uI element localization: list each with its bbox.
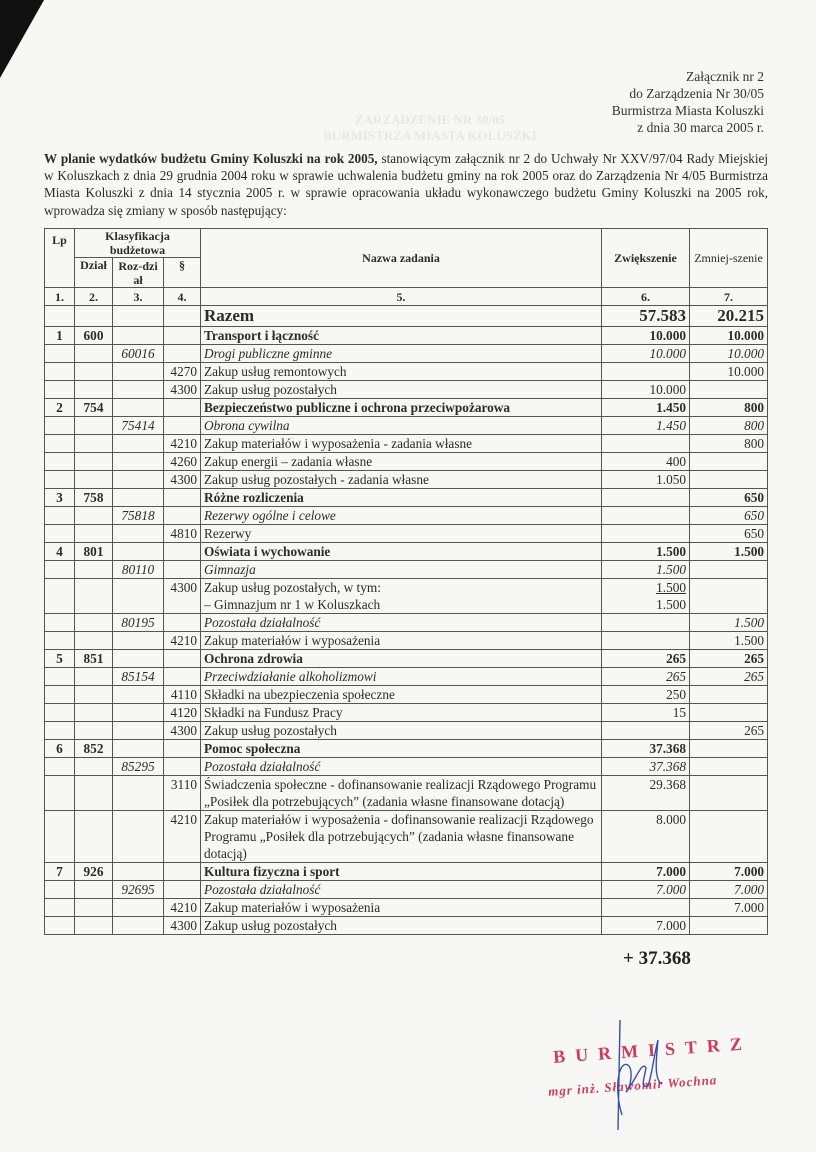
cell-decrease: 650 (690, 507, 768, 525)
cell-dzial: 852 (75, 740, 113, 758)
col-number: 7. (690, 288, 768, 306)
cell-task-name: Pozostała działalność (201, 881, 602, 899)
cell-task-name: Pozostała działalność (201, 614, 602, 632)
table-row-item (45, 686, 768, 704)
cell-decrease (690, 740, 768, 758)
cell-dzial: 926 (75, 863, 113, 881)
cell-lp (45, 776, 75, 811)
cell-rozdzial (113, 363, 164, 381)
cell-decrease (690, 579, 768, 614)
cell-lp (45, 917, 75, 935)
total-increase: 57.583 (602, 306, 690, 327)
bleed-through-text (300, 112, 560, 144)
cell-paragraph (164, 489, 201, 507)
cell-task-name: Zakup usług pozostałych (201, 381, 602, 399)
cell-lp (45, 704, 75, 722)
table-row-section (45, 327, 768, 345)
cell-rozdzial: 80195 (113, 614, 164, 632)
cell-paragraph (164, 650, 201, 668)
cell-dzial (75, 417, 113, 435)
cell-task-name: Transport i łączność (201, 327, 602, 345)
table-row-item (45, 453, 768, 471)
table-row-sub (45, 668, 768, 686)
signature-icon (600, 1020, 670, 1130)
task-name-subline: – Gimnazjum nr 1 w Koluszkach (204, 597, 381, 612)
table-row-item (45, 363, 768, 381)
cell-dzial (75, 881, 113, 899)
table-row-item (45, 435, 768, 453)
cell-task-name: Zakup materiałów i wyposażenia (201, 632, 602, 650)
cell-dzial (75, 811, 113, 863)
cell-dzial (75, 525, 113, 543)
cell-increase (602, 363, 690, 381)
table-row-wrap (45, 811, 768, 863)
cell-decrease: 265 (690, 722, 768, 740)
cell-task-name: Gimnazja (201, 561, 602, 579)
intro-paragraph (44, 150, 768, 219)
mayor-stamp-title: BURMISTRZ (552, 1033, 753, 1067)
cell-increase: 1.500 (602, 543, 690, 561)
cell-dzial: 851 (75, 650, 113, 668)
cell-paragraph: 4300 (164, 579, 201, 614)
cell-rozdzial (113, 776, 164, 811)
cell-increase: 1.500 (602, 561, 690, 579)
cell-paragraph: 4300 (164, 381, 201, 399)
cell-dzial (75, 899, 113, 917)
cell-lp (45, 881, 75, 899)
budget-changes-table (44, 228, 768, 935)
table-row-sub (45, 758, 768, 776)
cell-decrease: 650 (690, 525, 768, 543)
cell-decrease (690, 917, 768, 935)
cell-decrease: 1.500 (690, 614, 768, 632)
cell-decrease (690, 686, 768, 704)
table-row-sub (45, 507, 768, 525)
cell-dzial (75, 632, 113, 650)
col-number: 1. (45, 288, 75, 306)
cell-increase: 7.000 (602, 881, 690, 899)
col-number: 5. (201, 288, 602, 306)
cell-task-name: Zakup usług pozostałych (201, 722, 602, 740)
header-task-name: Nazwa zadania (201, 229, 602, 288)
cell-rozdzial: 85154 (113, 668, 164, 686)
cell-rozdzial (113, 899, 164, 917)
cell-paragraph (164, 345, 201, 363)
cell-rozdzial (113, 525, 164, 543)
cell-decrease (690, 758, 768, 776)
cell-increase: 10.000 (602, 381, 690, 399)
cell-paragraph: 3110 (164, 776, 201, 811)
table-row-section (45, 543, 768, 561)
cell-task-name: Rezerwy ogólne i celowe (201, 507, 602, 525)
cell-paragraph: 4810 (164, 525, 201, 543)
cell-dzial (75, 758, 113, 776)
cell-paragraph: 4210 (164, 811, 201, 863)
table-row-sub (45, 345, 768, 363)
cell-lp: 7 (45, 863, 75, 881)
cell-lp (45, 507, 75, 525)
cell-dzial (75, 722, 113, 740)
cell-task-name: Różne rozliczenia (201, 489, 602, 507)
cell-task-name: Zakup usług remontowych (201, 363, 602, 381)
cell-rozdzial (113, 381, 164, 399)
cell-paragraph (164, 614, 201, 632)
attachment-number: Załącznik nr 2 (686, 69, 764, 84)
cell-paragraph: 4210 (164, 632, 201, 650)
cell-increase (602, 899, 690, 917)
cell-increase (602, 489, 690, 507)
total-row (45, 306, 768, 327)
cell-task-name: Przeciwdziałanie alkoholizmowi (201, 668, 602, 686)
attachment-issuer: Burmistrza Miasta Koluszki (611, 103, 764, 118)
header-lp: Lp (45, 229, 75, 288)
cell-dzial (75, 917, 113, 935)
cell-increase: 1.050 (602, 471, 690, 489)
intro-bold-lead: W planie wydatków budżetu Gminy Koluszki na rok 2005, (44, 151, 378, 166)
table-row-item (45, 899, 768, 917)
cell-decrease (690, 453, 768, 471)
cell-rozdzial: 80110 (113, 561, 164, 579)
cell-increase (602, 722, 690, 740)
cell-increase (602, 579, 690, 614)
cell-task-name (201, 579, 602, 614)
cell-task-name: Składki na Fundusz Pracy (201, 704, 602, 722)
scan-corner-shadow (0, 0, 44, 78)
cell-increase: 37.368 (602, 740, 690, 758)
cell-dzial (75, 686, 113, 704)
cell-increase: 7.000 (602, 863, 690, 881)
cell-decrease: 1.500 (690, 543, 768, 561)
cell-rozdzial (113, 489, 164, 507)
cell-lp (45, 758, 75, 776)
cell-lp (45, 668, 75, 686)
cell-rozdzial (113, 740, 164, 758)
table-row-section (45, 740, 768, 758)
cell-paragraph: 4300 (164, 917, 201, 935)
cell-lp (45, 453, 75, 471)
cell-decrease: 800 (690, 435, 768, 453)
cell-paragraph (164, 561, 201, 579)
cell-dzial (75, 453, 113, 471)
cell-rozdzial (113, 704, 164, 722)
header-classification: Klasyfikacja budżetowa (75, 229, 201, 258)
cell-task-name: Zakup usług pozostałych (201, 917, 602, 935)
cell-dzial: 754 (75, 399, 113, 417)
cell-decrease: 10.000 (690, 345, 768, 363)
cell-decrease: 7.000 (690, 899, 768, 917)
cell-paragraph: 4110 (164, 686, 201, 704)
cell-rozdzial (113, 722, 164, 740)
table-row-sub (45, 614, 768, 632)
cell-lp (45, 722, 75, 740)
cell-decrease: 7.000 (690, 881, 768, 899)
table-row-section (45, 489, 768, 507)
cell-paragraph: 4120 (164, 704, 201, 722)
cell-paragraph (164, 417, 201, 435)
cell-dzial (75, 776, 113, 811)
table-row-section (45, 863, 768, 881)
cell-decrease (690, 811, 768, 863)
table-row-section (45, 399, 768, 417)
cell-lp (45, 561, 75, 579)
cell-rozdzial (113, 453, 164, 471)
cell-decrease (690, 776, 768, 811)
bleed-through-line: ZARZĄDZENIE NR 30/05 (354, 112, 506, 127)
table-row-sub (45, 417, 768, 435)
cell-rozdzial (113, 471, 164, 489)
table-row-item (45, 722, 768, 740)
cell-paragraph: 4270 (164, 363, 201, 381)
table-row-item (45, 704, 768, 722)
table-row-item2 (45, 579, 768, 614)
cell-decrease: 10.000 (690, 327, 768, 345)
table-row-section (45, 650, 768, 668)
cell-dzial (75, 345, 113, 363)
cell-lp (45, 614, 75, 632)
table-row-item (45, 471, 768, 489)
col-number: 4. (164, 288, 201, 306)
cell-increase: 400 (602, 453, 690, 471)
cell-rozdzial: 92695 (113, 881, 164, 899)
cell-dzial (75, 668, 113, 686)
cell-dzial (75, 579, 113, 614)
cell-paragraph (164, 543, 201, 561)
increase-subvalue: 1.500 (656, 597, 687, 612)
cell-increase (602, 525, 690, 543)
cell-lp: 1 (45, 327, 75, 345)
cell-task-name: Zakup usług pozostałych - zadania własne (201, 471, 602, 489)
cell-increase: 15 (602, 704, 690, 722)
intro-body: stanowiącym załącznik nr 2 do Uchwały Nr XXV/97/04 Rady Miejskiej w Koluszkach z dnia 29 grudnia 2004 roku w sprawie uchwalenia budżetu gminy na rok 2005 oraz do Zarządzenia Nr 4/05 Burmistrza Miasta Koluszki z dnia 14 stycznia 2005 r. w sprawie opracowania układu wykonawczego budżetu Gminy Koluszki na 2005 rok, wprowadza się zmiany w sposób następujący: (44, 151, 768, 218)
cell-lp (45, 811, 75, 863)
cell-increase (602, 614, 690, 632)
table-row-sub (45, 561, 768, 579)
table-row-sub (45, 881, 768, 899)
cell-dzial (75, 435, 113, 453)
cell-paragraph (164, 740, 201, 758)
cell-rozdzial: 60016 (113, 345, 164, 363)
cell-lp (45, 632, 75, 650)
cell-lp: 2 (45, 399, 75, 417)
cell-lp (45, 417, 75, 435)
cell-decrease (690, 561, 768, 579)
increase-value: 1.500 (656, 580, 687, 595)
table-row-item (45, 525, 768, 543)
cell-dzial (75, 561, 113, 579)
cell-dzial (75, 381, 113, 399)
cell-task-name: Kultura fizyczna i sport (201, 863, 602, 881)
cell-increase (602, 507, 690, 525)
total-decrease: 20.215 (690, 306, 768, 327)
cell-decrease: 265 (690, 650, 768, 668)
cell-lp (45, 525, 75, 543)
header-rozdzial: Roz-dział (113, 258, 164, 288)
header-dzial: Dział (75, 258, 113, 288)
cell-task-name: Zakup energii – zadania własne (201, 453, 602, 471)
cell-rozdzial: 75414 (113, 417, 164, 435)
cell-task-name: Zakup materiałów i wyposażenia - zadania własne (201, 435, 602, 453)
cell-task-name: Drogi publiczne gminne (201, 345, 602, 363)
cell-paragraph (164, 507, 201, 525)
cell-task-name: Składki na ubezpieczenia społeczne (201, 686, 602, 704)
cell-lp (45, 686, 75, 704)
cell-increase: 29.368 (602, 776, 690, 811)
cell-lp: 6 (45, 740, 75, 758)
cell-dzial: 600 (75, 327, 113, 345)
cell-paragraph (164, 327, 201, 345)
cell-increase: 8.000 (602, 811, 690, 863)
cell-decrease: 1.500 (690, 632, 768, 650)
cell-decrease: 800 (690, 417, 768, 435)
cell-increase: 10.000 (602, 345, 690, 363)
cell-rozdzial (113, 579, 164, 614)
cell-lp: 3 (45, 489, 75, 507)
cell-task-name: Obrona cywilna (201, 417, 602, 435)
cell-decrease: 7.000 (690, 863, 768, 881)
cell-increase (602, 632, 690, 650)
cell-lp (45, 435, 75, 453)
attachment-ordinance: do Zarządzenia Nr 30/05 (629, 86, 764, 101)
col-number: 6. (602, 288, 690, 306)
cell-rozdzial: 75818 (113, 507, 164, 525)
cell-paragraph: 4210 (164, 435, 201, 453)
cell-rozdzial (113, 399, 164, 417)
cell-increase: 37.368 (602, 758, 690, 776)
cell-task-name: Rezerwy (201, 525, 602, 543)
cell-decrease (690, 704, 768, 722)
cell-increase: 1.450 (602, 399, 690, 417)
cell-task-name: Zakup materiałów i wyposażenia (201, 899, 602, 917)
cell-lp: 5 (45, 650, 75, 668)
cell-paragraph (164, 758, 201, 776)
cell-dzial (75, 363, 113, 381)
cell-decrease: 800 (690, 399, 768, 417)
cell-rozdzial (113, 811, 164, 863)
cell-rozdzial (113, 327, 164, 345)
cell-lp: 4 (45, 543, 75, 561)
cell-decrease: 10.000 (690, 363, 768, 381)
cell-rozdzial (113, 650, 164, 668)
cell-paragraph: 4300 (164, 471, 201, 489)
table-row-item (45, 917, 768, 935)
cell-increase: 265 (602, 668, 690, 686)
cell-paragraph: 4300 (164, 722, 201, 740)
cell-dzial (75, 471, 113, 489)
cell-dzial: 801 (75, 543, 113, 561)
bleed-through-line: BURMISTRZA MIASTA KOLUSZKI (323, 128, 537, 143)
cell-decrease (690, 471, 768, 489)
attachment-header (612, 68, 764, 136)
table-row-wrap (45, 776, 768, 811)
cell-increase: 10.000 (602, 327, 690, 345)
cell-increase: 7.000 (602, 917, 690, 935)
cell-rozdzial (113, 686, 164, 704)
cell-task-name: Oświata i wychowanie (201, 543, 602, 561)
header-paragraph: § (164, 258, 201, 288)
cell-decrease (690, 381, 768, 399)
cell-increase: 265 (602, 650, 690, 668)
col-number: 2. (75, 288, 113, 306)
cell-dzial (75, 614, 113, 632)
cell-decrease: 650 (690, 489, 768, 507)
attachment-date: z dnia 30 marca 2005 r. (637, 120, 764, 135)
cell-paragraph: 4210 (164, 899, 201, 917)
col-number: 3. (113, 288, 164, 306)
cell-increase: 250 (602, 686, 690, 704)
total-label: Razem (201, 306, 602, 327)
cell-rozdzial: 85295 (113, 758, 164, 776)
cell-task-name: Świadczenia społeczne - dofinansowanie realizacji Rządowego Programu „Posiłek dla potrzebujących” (zadania własne finansowane dotacją) (201, 776, 602, 811)
cell-task-name: Pomoc społeczna (201, 740, 602, 758)
cell-increase: 1.450 (602, 417, 690, 435)
cell-dzial (75, 704, 113, 722)
cell-task-name: Zakup materiałów i wyposażenia - dofinansowanie realizacji Rządowego Programu „Posiłek dla potrzebujących” (zadania własne finansowane dotacją) (201, 811, 602, 863)
cell-paragraph (164, 863, 201, 881)
cell-rozdzial (113, 435, 164, 453)
cell-task-name: Ochrona zdrowia (201, 650, 602, 668)
cell-rozdzial (113, 632, 164, 650)
table-row-item (45, 381, 768, 399)
cell-lp (45, 471, 75, 489)
cell-rozdzial (113, 863, 164, 881)
net-change-note: + 37.368 (623, 948, 691, 969)
cell-lp (45, 899, 75, 917)
cell-increase (602, 435, 690, 453)
cell-lp (45, 363, 75, 381)
cell-dzial: 758 (75, 489, 113, 507)
mayor-stamp-name: mgr inż. Sławomir Wochna (547, 1072, 718, 1099)
cell-paragraph (164, 668, 201, 686)
cell-paragraph: 4260 (164, 453, 201, 471)
header-increase: Zwiększenie (602, 229, 690, 288)
cell-rozdzial (113, 917, 164, 935)
cell-lp (45, 345, 75, 363)
header-decrease: Zmniej-szenie (690, 229, 768, 288)
table-row-item (45, 632, 768, 650)
cell-paragraph (164, 881, 201, 899)
cell-rozdzial (113, 543, 164, 561)
cell-lp (45, 381, 75, 399)
cell-task-name: Pozostała działalność (201, 758, 602, 776)
cell-dzial (75, 507, 113, 525)
cell-paragraph (164, 399, 201, 417)
cell-task-name: Bezpieczeństwo publiczne i ochrona przeciwpożarowa (201, 399, 602, 417)
cell-lp (45, 579, 75, 614)
task-name-line: Zakup usług pozostałych, w tym: (204, 580, 381, 595)
cell-decrease: 265 (690, 668, 768, 686)
